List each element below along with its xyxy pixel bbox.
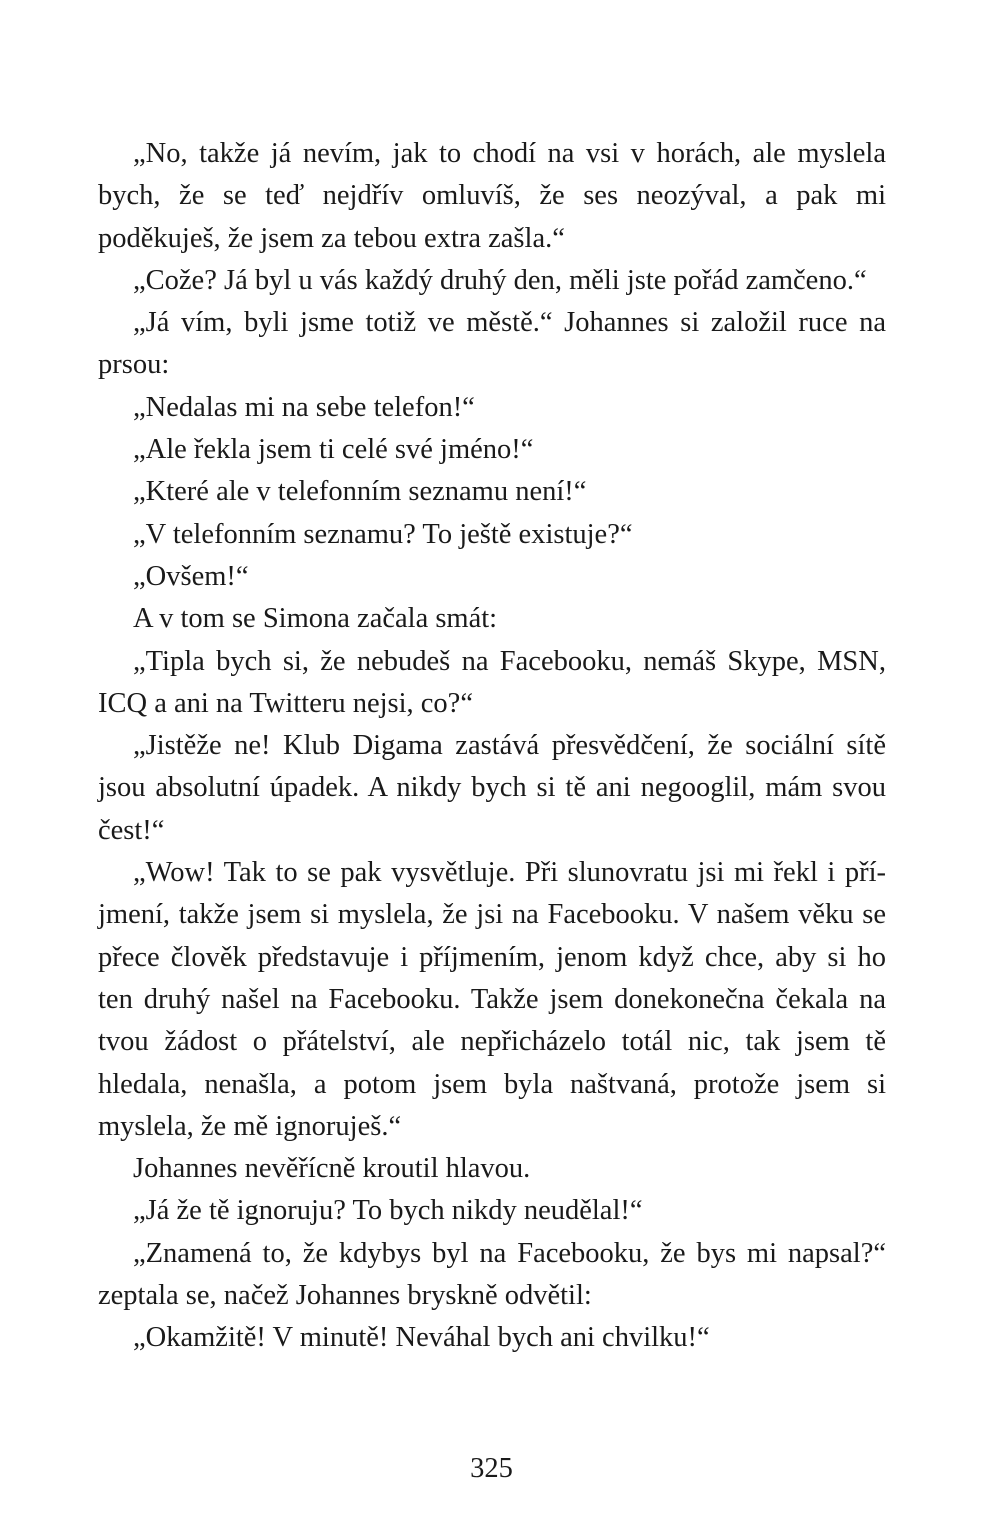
body-text	[98, 133, 886, 1360]
paragraph: „Ovšem!“	[133, 560, 249, 592]
paragraph: „Které ale v telefonním seznamu není!“	[133, 476, 587, 508]
paragraph: „Okamžitě! V minutě! Neváhal bych ani chvilku!“	[133, 1322, 710, 1354]
paragraph: Johannes nevěřícně kroutil hlavou.	[133, 1153, 531, 1185]
paragraph: „No, takže já nevím, jak to chodí na vsi v horách, ale myslela bych, že se teď nejdřív omluvíš, že ses neozýval, a pak mi poděkuješ, že jsem za tebou extra zašla.“	[98, 138, 886, 254]
paragraph: „Já že tě ignoruju? To bych nikdy neudělal!“	[133, 1195, 643, 1227]
paragraph: „Já vím, byli jsme totiž ve městě.“ Johannes si založil ruce na prsou:	[98, 307, 886, 381]
paragraph: A v tom se Simona začala smát:	[133, 603, 498, 635]
page-number: 325	[470, 1453, 513, 1484]
paragraph: „Ale řekla jsem ti celé své jméno!“	[133, 434, 534, 466]
paragraph: „V telefonním seznamu? To ještě existuje?“	[133, 518, 633, 550]
paragraph: „Nedalas mi na sebe telefon!“	[133, 391, 475, 423]
paragraph: „Cože? Já byl u vás každý druhý den, měli jste pořád zamčeno.“	[133, 264, 867, 296]
paragraph: „Jistěže ne! Klub Digama zastává přesvědčení, že sociální sítě jsou absolutní úpadek. A nikdy bych si tě ani negooglil, mám svou čest!“	[98, 730, 886, 846]
paragraph: „Tipla bych si, že nebudeš na Facebooku, nemáš Skype, MSN, ICQ a ani na Twitteru nejsi, co?“	[98, 645, 886, 719]
paragraph: „Znamená to, že kdybys byl na Facebooku, že bys mi napsal?“ zeptala se, načež Johannes bryskně odvětil:	[98, 1237, 886, 1312]
paragraph: „Wow! Tak to se pak vysvětluje. Při slunovratu jsi mi řekl i příjmení, takže jsem si myslela, že jsi na Facebooku. V našem věku se přece člověk představuje i příjmením, jenom když chce, aby si ho ten druhý našel na Facebooku. Takže jsem donekonečna čekala na tvou žádost o přátelství, ale nepřicházelo totál nic, tak jsem tě hledala, nenašla, a potom jsem byla naštvaná, protože jsem si myslela, že mě ignoruješ.“	[98, 857, 886, 1142]
